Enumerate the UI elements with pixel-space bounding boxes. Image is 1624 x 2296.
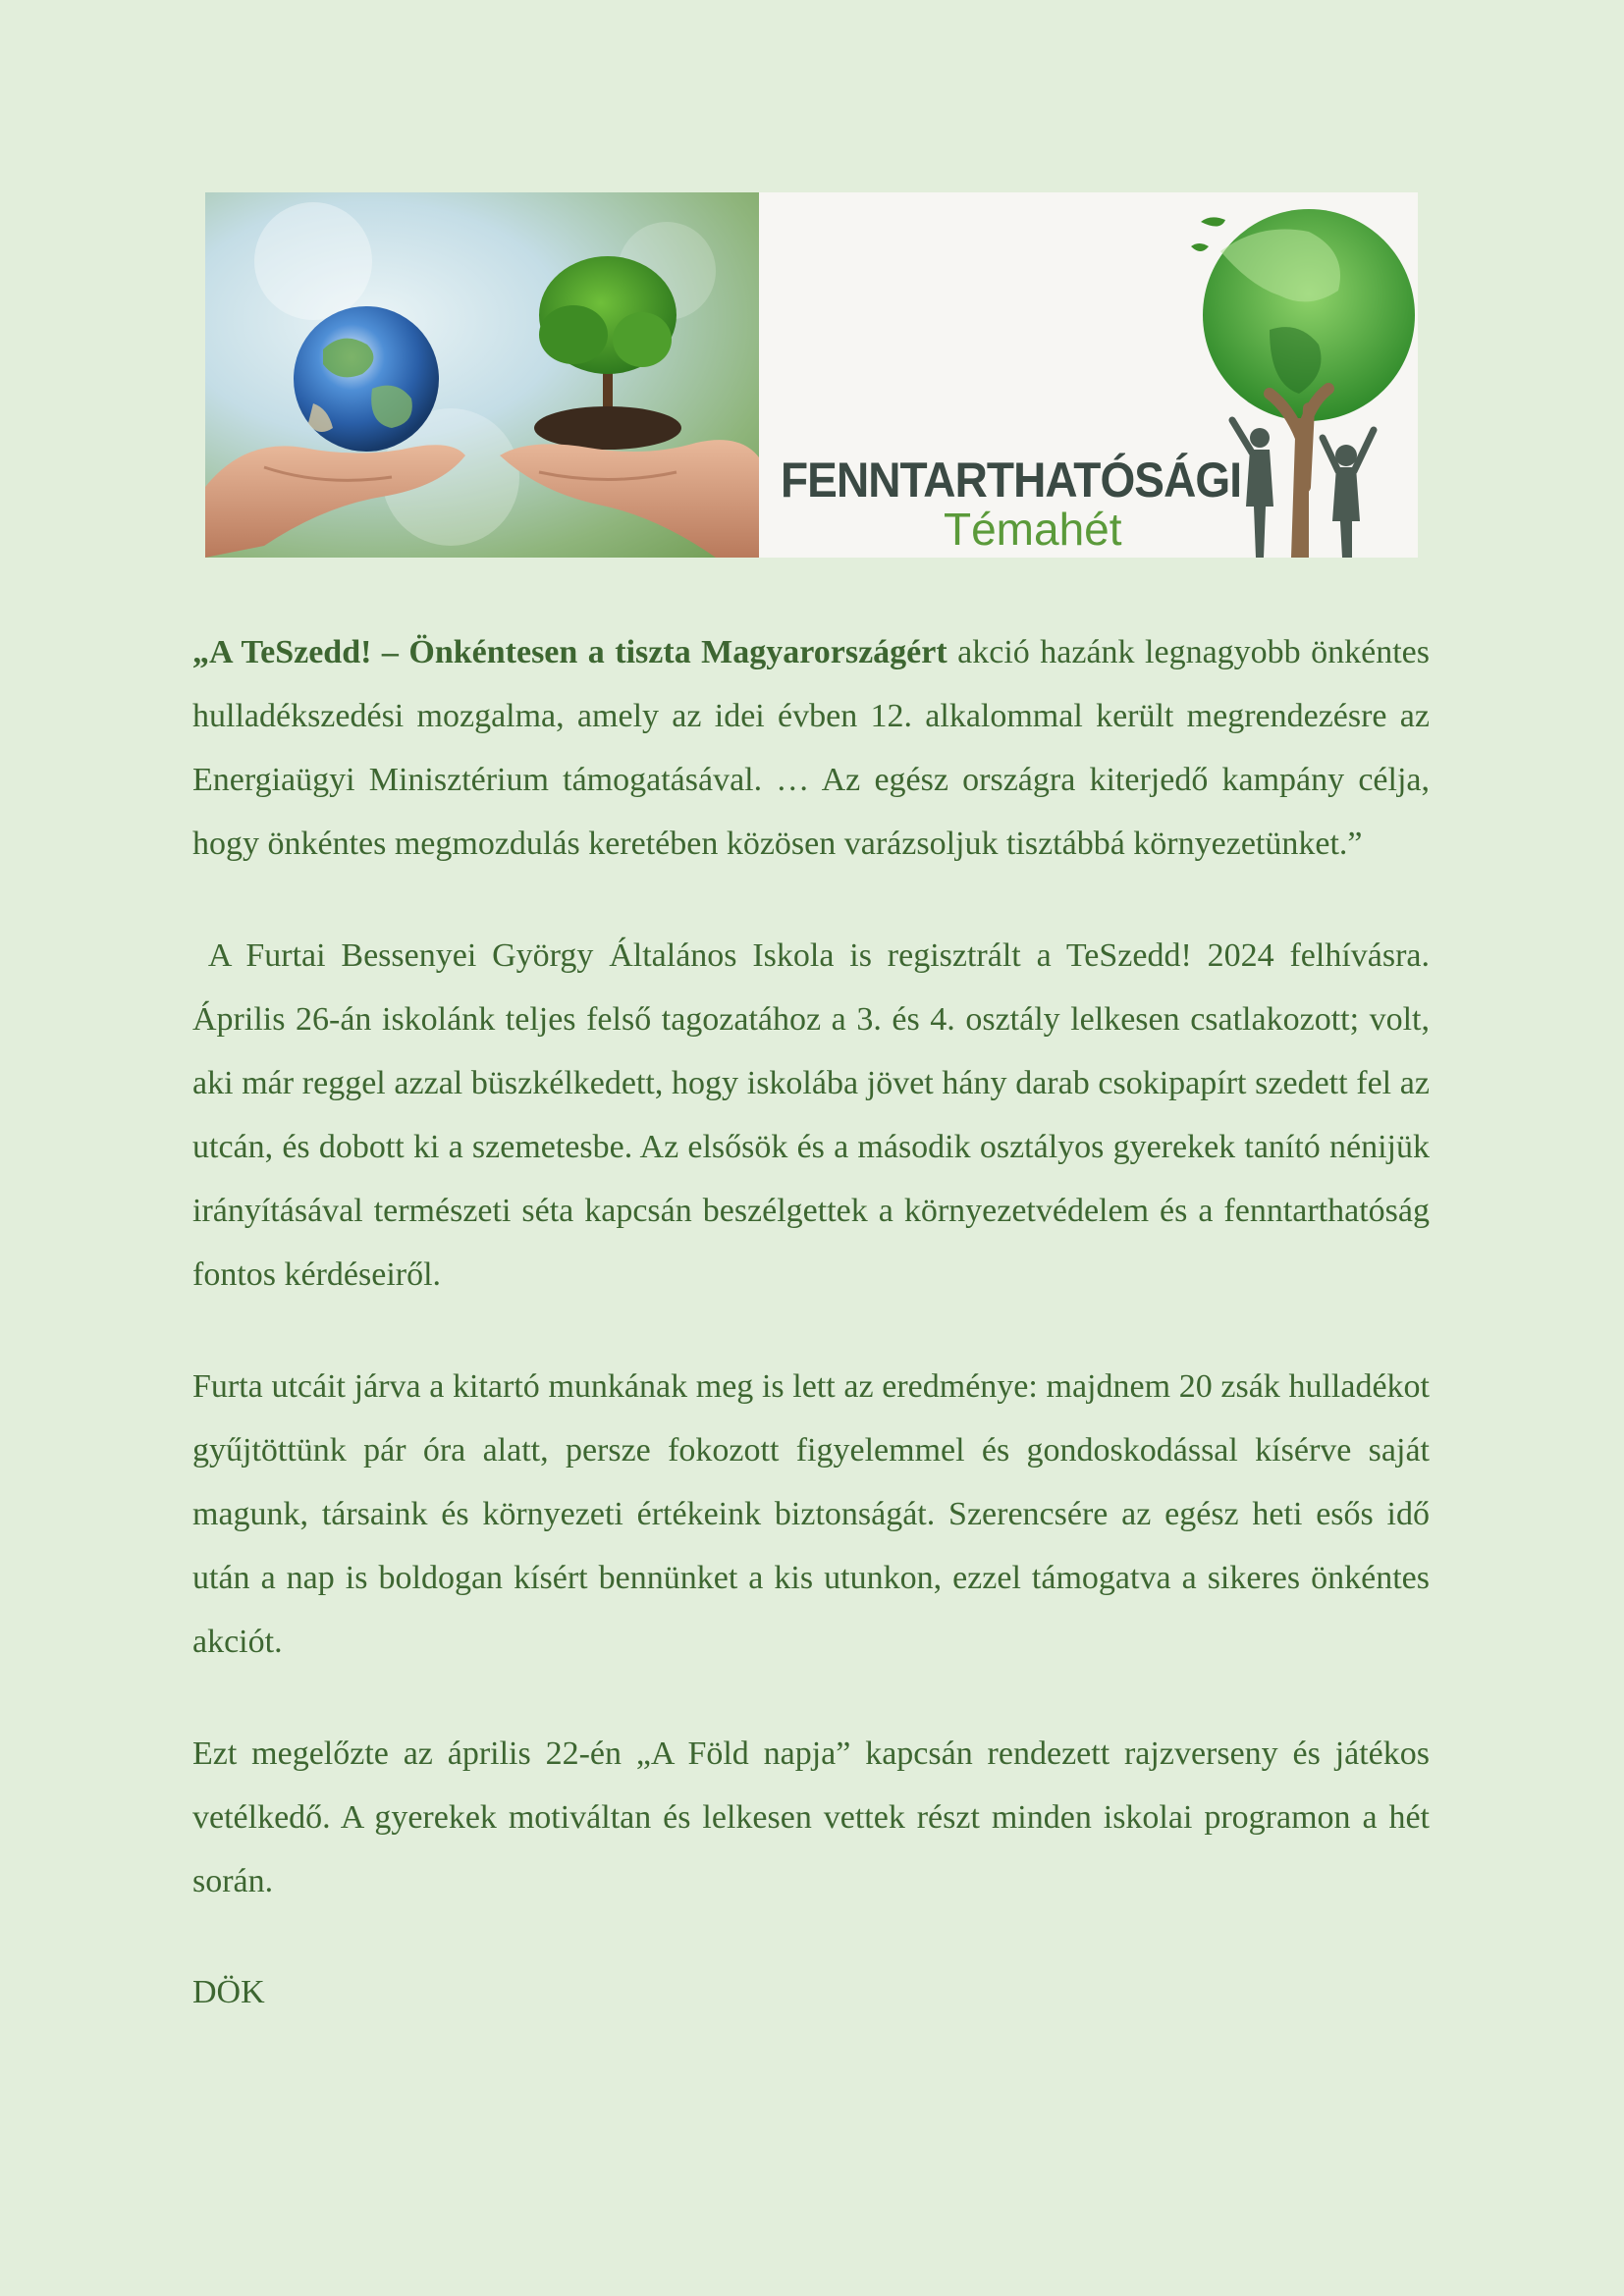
article-body bbox=[192, 620, 1438, 2072]
header-banner bbox=[205, 192, 1418, 558]
paragraph-1 bbox=[192, 620, 1430, 876]
paragraph-1-bold: „A TeSzedd! – Önkéntesen a tiszta Magyarországért bbox=[192, 634, 947, 670]
paragraph-1-text: akció hazánk legnagyobb önkéntes hulladékszedési mozgalma, amely az idei évben 12. alkalommal került megrendezésre az Energiaügyi Minisztérium támogatásával. … Az egész országra kiterjedő kampány célja, hogy önkéntes megmozdulás keretében közösen varázsoljuk tisztábbá környezetünket.” bbox=[192, 634, 1431, 862]
paragraph-4: Ezt megelőzte az április 22-én „A Föld napja” kapcsán rendezett rajzverseny és játékos vetélkedő. A gyerekek motiváltan és lelkesen vettek részt minden iskolai programon a hét során. bbox=[192, 1735, 1430, 1899]
logo-title: FENNTARTHATÓSÁGI bbox=[781, 453, 1242, 507]
signature: DÖK bbox=[192, 1974, 265, 2010]
paragraph-2: A Furtai Bessenyei György Általános Iskola is regisztrált a TeSzedd! 2024 felhívásra. Április 26-án iskolánk teljes felső tagozatához a 3. és 4. osztály lelkesen csatlakozott; volt, aki már reggel azzal büszkélkedett, hogy iskolába jövet hány darab csokipapírt szedett fel az utcán, és dobott ki a szemetesbe. Az elsősök és a második osztályos gyerekek tanító nénijük irányításával természeti séta kapcsán beszélgettek a környezetvédelem és a fenntarthatóság fontos kérdéseiről. bbox=[192, 937, 1438, 1293]
sustainability-week-logo bbox=[759, 192, 1418, 558]
hands-earth-tree-image bbox=[205, 192, 759, 558]
paragraph-3: Furta utcáit járva a kitartó munkának meg is lett az eredménye: majdnem 20 zsák hulladékot gyűjtöttünk pár óra alatt, persze fokozott figyelemmel és gondoskodással kísérve saját magunk, társaink és környezeti értékeink biztonságát. Szerencsére az egész heti esős idő után a nap is boldogan kísért bennünket a kis utunkon, ezzel támogatva a sikeres önkéntes akciót. bbox=[192, 1368, 1430, 1660]
logo-subtitle: Témahét bbox=[944, 504, 1122, 555]
hands-earth-tree-illustration bbox=[205, 192, 759, 558]
